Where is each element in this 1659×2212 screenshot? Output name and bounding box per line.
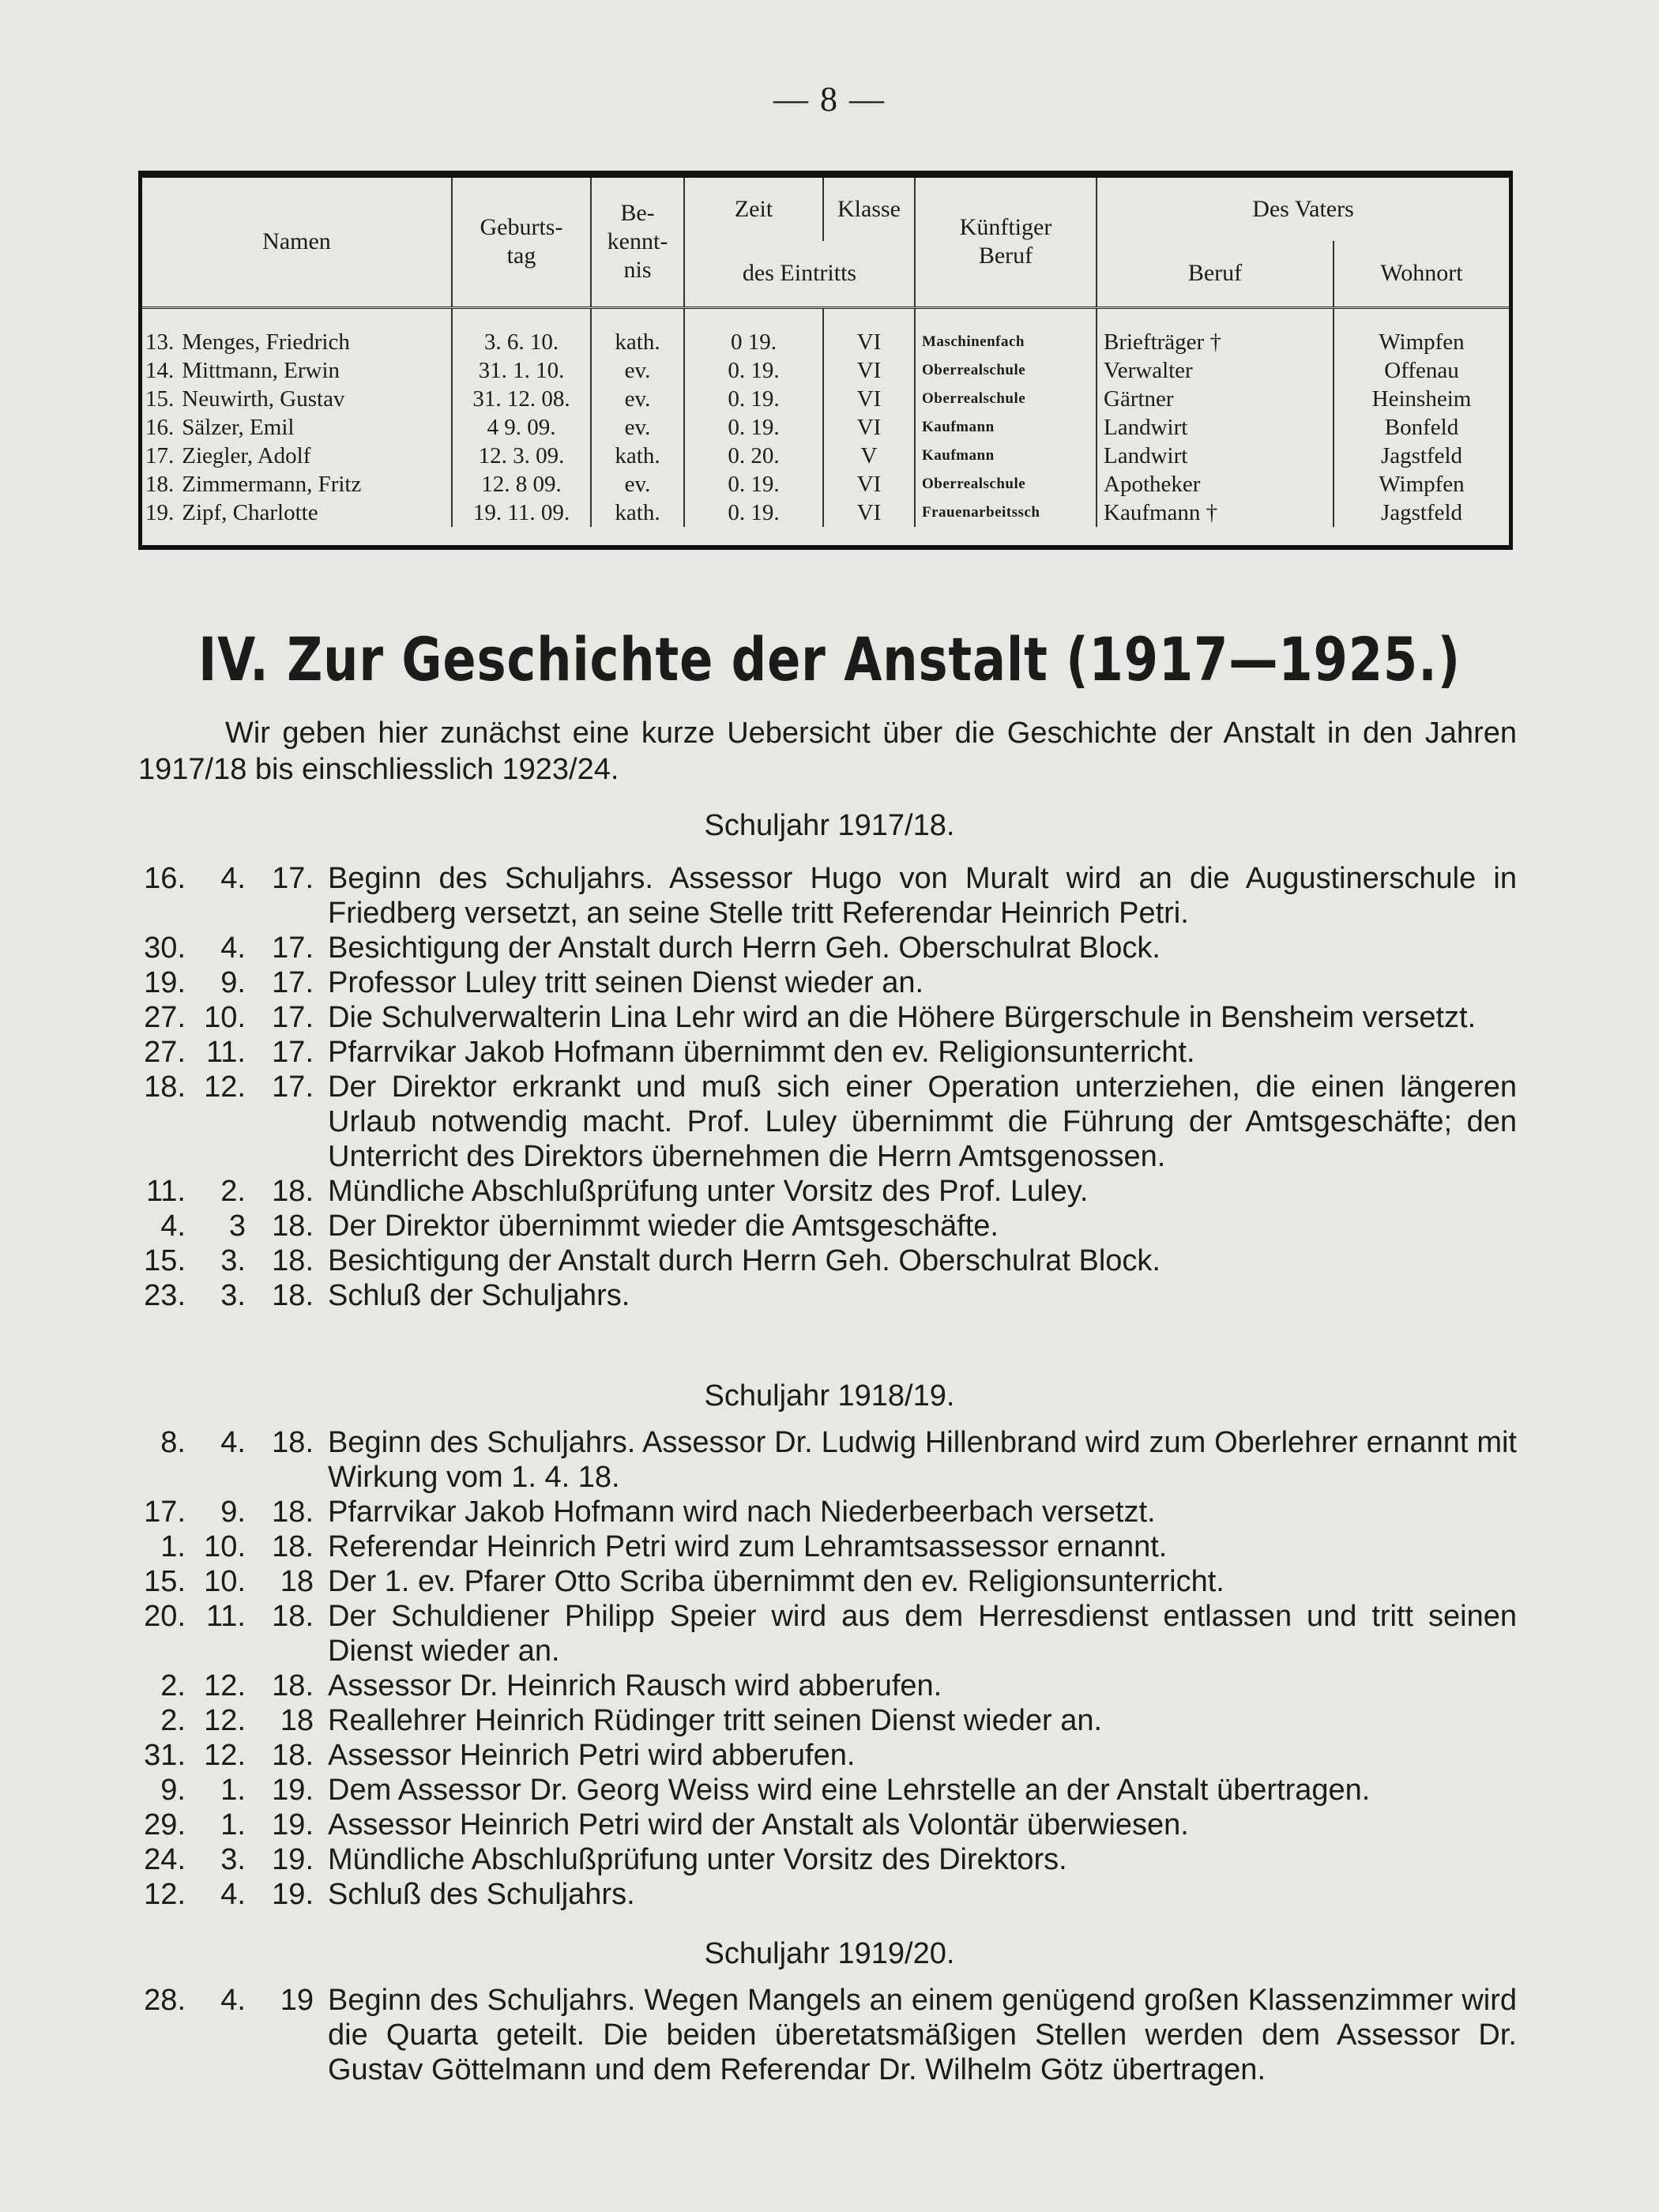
list-item (138, 1668, 1517, 1703)
entry-date (138, 1209, 328, 1243)
date-part: 4. (220, 1878, 246, 1911)
date-part: 9. (220, 1495, 246, 1529)
cell-birth: 12. 8 09. (452, 470, 591, 498)
cell-conf: kath. (591, 498, 684, 527)
date-part: 4. (220, 1426, 246, 1459)
intro-text: Wir geben hier zunächst eine kurze Uebersicht über die Geschichte der Anstalt in den Jahren 1917/18 bis einschliesslich 1923/24. (138, 717, 1517, 786)
cell-no-name (142, 385, 452, 413)
entry-date (138, 1243, 328, 1278)
student-name: Mittmann, Erwin (182, 357, 340, 383)
entry-date (138, 1000, 328, 1035)
date-part: 30. (144, 931, 186, 965)
entry-date (138, 1278, 328, 1313)
cell-future: Frauenarbeitssch (915, 498, 1097, 527)
cell-cls: VI (823, 470, 915, 498)
entry-date (138, 1425, 328, 1495)
intro-paragraph (138, 715, 1517, 788)
col-name: Namen (142, 176, 452, 307)
date-part: 11. (145, 1175, 186, 1208)
col-confession-line1: Be- (620, 200, 655, 227)
list-item (138, 1243, 1517, 1278)
cell-conf: ev. (591, 385, 684, 413)
cell-home: Offenau (1384, 357, 1459, 383)
entry-list (138, 1425, 1517, 1912)
date-part: 19. (272, 1843, 314, 1876)
date-part: 27. (144, 1001, 186, 1034)
list-item (138, 1278, 1517, 1313)
date-part: 12. (204, 1070, 246, 1104)
list-item (138, 1495, 1517, 1529)
list-item (138, 1808, 1517, 1842)
date-part: 4. (160, 1209, 186, 1243)
cell-no-name (142, 356, 452, 385)
cell-job: Apotheker (1097, 470, 1334, 498)
cell-cls: VI (823, 356, 915, 385)
list-item (138, 965, 1517, 1000)
table-row (142, 442, 1509, 470)
date-part: 4. (220, 862, 246, 895)
date-part: 18. (272, 1495, 314, 1529)
date-part: 15. (144, 1565, 186, 1598)
cell-home: Jagstfeld (1380, 442, 1463, 468)
entry-text: Mündliche Abschlußprüfung unter Vorsitz des Prof. Luley. (328, 1175, 1089, 1208)
entry-date (138, 1703, 328, 1738)
list-item (138, 1703, 1517, 1738)
entry-text: Reallehrer Heinrich Rüdinger tritt seinen Dienst wieder an. (328, 1704, 1103, 1737)
entry-date (138, 1599, 328, 1668)
date-part: 11. (205, 1600, 246, 1633)
entry-date (138, 1529, 328, 1564)
col-class: Klasse (823, 176, 915, 241)
date-part: 1. (160, 1530, 186, 1563)
date-part: 3. (220, 1279, 246, 1312)
cell-home: Heinsheim (1371, 386, 1472, 412)
cell-job: Kaufmann † (1097, 498, 1334, 527)
entry-text: Professor Luley tritt seinen Dienst wieder an. (328, 966, 924, 999)
cell-time: 0. 19. (684, 413, 823, 442)
date-part: 18. (272, 1175, 314, 1208)
date-part: 10. (204, 1565, 246, 1598)
cell-home: Wimpfen (1379, 471, 1465, 497)
table-row (142, 307, 1509, 356)
date-part: 27. (144, 1036, 186, 1069)
cell-no-name (142, 307, 452, 356)
list-item (138, 1070, 1517, 1174)
entry-text: Der 1. ev. Pfarer Otto Scriba übernimmt den ev. Religionsunterricht. (328, 1565, 1224, 1598)
cell-time: 0. 19. (684, 470, 823, 498)
list-item (138, 1035, 1517, 1070)
row-number: 19. (145, 499, 175, 525)
date-part: 17. (272, 862, 314, 895)
entry-text: Schluß des Schuljahrs. (328, 1878, 635, 1911)
list-item (138, 1877, 1517, 1912)
entry-text: Der Direktor übernimmt wieder die Amtsgeschäfte. (328, 1209, 999, 1243)
entry-date (138, 1495, 328, 1529)
row-number: 16. (145, 414, 175, 440)
date-part: 17. (144, 1495, 186, 1529)
cell-job: Verwalter (1097, 356, 1334, 385)
list-item (138, 1599, 1517, 1668)
entry-date (138, 1983, 328, 2087)
list-item (138, 861, 1517, 931)
list-item (138, 1000, 1517, 1035)
student-name: Neuwirth, Gustav (182, 386, 345, 412)
col-entry-span: des Eintritts (684, 241, 915, 307)
date-part: 3 (228, 1209, 246, 1243)
section-title: IV. Zur Geschichte der Anstalt (1917—1925.) (198, 624, 1461, 694)
row-number: 13. (145, 329, 175, 355)
cell-time: 0. 20. (684, 442, 823, 470)
date-part: 29. (144, 1808, 186, 1841)
table-header (142, 176, 1509, 307)
cell-future: Oberrealschule (915, 356, 1097, 385)
list-item (138, 1564, 1517, 1599)
col-confession-line3: nis (623, 257, 652, 284)
cell-conf: ev. (591, 470, 684, 498)
entry-date (138, 1773, 328, 1808)
entry-date (138, 1808, 328, 1842)
date-part: 3. (220, 1244, 246, 1277)
cell-birth: 31. 1. 10. (452, 356, 591, 385)
entry-text: Assessor Heinrich Petri wird der Anstalt als Volontär überwiesen. (328, 1808, 1189, 1841)
cell-birth: 3. 6. 10. (452, 307, 591, 356)
year-heading: Schuljahr 1919/20. (704, 1937, 955, 1970)
date-part: 20. (144, 1600, 186, 1633)
list-item (138, 1529, 1517, 1564)
date-part: 17. (272, 966, 314, 999)
entry-text: Besichtigung der Anstalt durch Herrn Geh. Oberschulrat Block. (328, 1244, 1161, 1277)
cell-future: Oberrealschule (915, 385, 1097, 413)
cell-no-name (142, 470, 452, 498)
entry-date (138, 965, 328, 1000)
date-part: 28. (144, 1984, 186, 2017)
cell-time: 0. 19. (684, 356, 823, 385)
table-row (142, 413, 1509, 442)
cell-job: Gärtner (1097, 385, 1334, 413)
cell-time: 0. 19. (684, 498, 823, 527)
date-part: 10. (204, 1530, 246, 1563)
cell-cls: VI (823, 385, 915, 413)
student-name: Zipf, Charlotte (182, 499, 318, 525)
cell-cls: V (823, 442, 915, 470)
col-father-home: Wohnort (1380, 260, 1463, 287)
date-part: 31. (144, 1739, 186, 1772)
col-confession (591, 176, 684, 307)
entry-text: Die Schulverwalterin Lina Lehr wird an die Höhere Bürgerschule in Bensheim versetzt. (328, 1001, 1477, 1034)
list-item (138, 1209, 1517, 1243)
date-part: 23. (144, 1279, 186, 1312)
date-part: 9. (220, 966, 246, 999)
cell-conf: ev. (591, 413, 684, 442)
list-item (138, 1842, 1517, 1877)
date-part: 18. (272, 1426, 314, 1459)
cell-no-name (142, 498, 452, 527)
row-number: 14. (145, 357, 175, 383)
cell-job: Landwirt (1097, 442, 1334, 470)
entry-date (138, 931, 328, 965)
date-part: 2. (160, 1704, 186, 1737)
entry-text: Referendar Heinrich Petri wird zum Lehramtsassessor ernannt. (328, 1530, 1168, 1563)
entry-list (138, 1983, 1517, 2087)
col-future-line1: Künftiger (959, 214, 1052, 241)
page-number: — 8 — (773, 80, 886, 118)
date-part: 15. (144, 1244, 186, 1277)
col-birthday-line2: tag (506, 243, 536, 269)
list-item (138, 931, 1517, 965)
date-part: 18. (272, 1244, 314, 1277)
date-part: 17. (272, 1036, 314, 1069)
date-part: 8. (160, 1426, 186, 1459)
col-confession-line2: kennt- (607, 228, 668, 255)
list-item (138, 1174, 1517, 1209)
entry-text: Beginn des Schuljahrs. Assessor Hugo von Muralt wird an die Augustinerschule in Friedberg versetzt, an seine Stelle tritt Referendar Heinrich Petri. (328, 862, 1517, 930)
date-part: 1. (220, 1808, 246, 1841)
table-row (142, 470, 1509, 498)
entry-list (138, 861, 1517, 1313)
cell-job: Briefträger † (1097, 307, 1334, 356)
date-part: 12. (204, 1669, 246, 1702)
entry-date (138, 1174, 328, 1209)
date-part: 17. (272, 1001, 314, 1034)
date-part: 17. (272, 931, 314, 965)
date-part: 24. (144, 1843, 186, 1876)
entry-text: Mündliche Abschlußprüfung unter Vorsitz des Direktors. (328, 1843, 1067, 1876)
entry-date (138, 861, 328, 931)
date-part: 18. (272, 1279, 314, 1312)
col-future-line2: Beruf (978, 243, 1033, 269)
year-heading: Schuljahr 1917/18. (704, 809, 955, 842)
cell-cls: VI (823, 498, 915, 527)
date-part: 19. (272, 1878, 314, 1911)
cell-time: 0 19. (684, 307, 823, 356)
student-name: Sälzer, Emil (182, 414, 295, 440)
date-part: 10. (204, 1001, 246, 1034)
col-father-job: Beruf (1097, 241, 1334, 307)
date-part: 12. (144, 1878, 186, 1911)
cell-cls: VI (823, 307, 915, 356)
date-part: 1. (220, 1774, 246, 1807)
table-row (142, 498, 1509, 527)
date-part: 2. (160, 1669, 186, 1702)
date-part: 19. (272, 1774, 314, 1807)
entry-text: Beginn des Schuljahrs. Assessor Dr. Ludwig Hillenbrand wird zum Oberlehrer ernannt mit Wirkung vom 1. 4. 18. (328, 1426, 1517, 1494)
cell-future: Oberrealschule (915, 470, 1097, 498)
student-name: Menges, Friedrich (182, 329, 350, 355)
entry-date (138, 1070, 328, 1174)
entry-text: Besichtigung der Anstalt durch Herrn Geh. Oberschulrat Block. (328, 931, 1161, 965)
entry-text: Schluß der Schuljahrs. (328, 1279, 630, 1312)
cell-home: Bonfeld (1384, 414, 1459, 440)
date-part: 17. (272, 1070, 314, 1104)
student-name: Zimmermann, Fritz (182, 471, 362, 497)
cell-home: Wimpfen (1379, 329, 1465, 355)
table-row (142, 385, 1509, 413)
student-table (138, 171, 1513, 550)
date-part: 18. (272, 1209, 314, 1243)
col-future (915, 176, 1097, 307)
entry-text: Pfarrvikar Jakob Hofmann übernimmt den ev. Religionsunterricht. (328, 1036, 1195, 1069)
date-part: 19. (144, 966, 186, 999)
date-part: 9. (160, 1774, 186, 1807)
row-number: 15. (145, 386, 175, 412)
list-item (138, 1773, 1517, 1808)
entry-date (138, 1564, 328, 1599)
date-part: 18 (280, 1565, 314, 1598)
date-part: 4. (220, 931, 246, 965)
entry-text: Dem Assessor Dr. Georg Weiss wird eine Lehrstelle an der Anstalt übertragen. (328, 1774, 1371, 1807)
date-part: 19 (280, 1984, 314, 2017)
cell-time: 0. 19. (684, 385, 823, 413)
cell-conf: ev. (591, 356, 684, 385)
date-part: 16. (144, 862, 186, 895)
cell-future: Maschinenfach (915, 307, 1097, 356)
cell-no-name (142, 413, 452, 442)
entry-date (138, 1877, 328, 1912)
col-time: Zeit (684, 176, 823, 241)
cell-home: Jagstfeld (1380, 499, 1463, 525)
row-number: 18. (145, 471, 175, 497)
entry-date (138, 1738, 328, 1773)
table-row (142, 356, 1509, 385)
date-part: 4. (220, 1984, 246, 2017)
entry-text: Pfarrvikar Jakob Hofmann wird nach Niederbeerbach versetzt. (328, 1495, 1156, 1529)
entry-date (138, 1842, 328, 1877)
entry-date (138, 1035, 328, 1070)
col-birthday-line1: Geburts- (480, 214, 563, 241)
list-item (138, 1425, 1517, 1495)
date-part: 11. (205, 1036, 246, 1069)
entry-text: Der Schuldiener Philipp Speier wird aus dem Herresdienst entlassen und tritt seinen Dienst wieder an. (328, 1600, 1517, 1668)
col-birthday (452, 176, 591, 307)
date-part: 12. (204, 1704, 246, 1737)
date-part: 18. (272, 1669, 314, 1702)
entry-text: Assessor Dr. Heinrich Rausch wird abberufen. (328, 1669, 942, 1702)
cell-no-name (142, 442, 452, 470)
date-part: 18. (272, 1600, 314, 1633)
date-part: 18. (144, 1070, 186, 1104)
list-item (138, 1738, 1517, 1773)
entry-text: Der Direktor erkrankt und muß sich einer Operation unterziehen, die einen längeren Urlaub notwendig macht. Prof. Luley übernimmt die Führung der Amtsgeschäfte; den Unterricht des Direktors übernehmen die Herrn Amtsgenossen. (328, 1070, 1517, 1173)
year-heading: Schuljahr 1918/19. (704, 1379, 955, 1413)
cell-job: Landwirt (1097, 413, 1334, 442)
cell-birth: 4 9. 09. (452, 413, 591, 442)
student-name: Ziegler, Adolf (182, 442, 311, 468)
cell-cls: VI (823, 413, 915, 442)
date-part: 18 (280, 1704, 314, 1737)
cell-birth: 31. 12. 08. (452, 385, 591, 413)
list-item (138, 1983, 1517, 2087)
cell-birth: 12. 3. 09. (452, 442, 591, 470)
cell-conf: kath. (591, 307, 684, 356)
cell-future: Kaufmann (915, 442, 1097, 470)
date-part: 18. (272, 1739, 314, 1772)
date-part: 3. (220, 1843, 246, 1876)
entry-text: Assessor Heinrich Petri wird abberufen. (328, 1739, 856, 1772)
cell-future: Kaufmann (915, 413, 1097, 442)
cell-conf: kath. (591, 442, 684, 470)
date-part: 18. (272, 1530, 314, 1563)
date-part: 19. (272, 1808, 314, 1841)
date-part: 2. (220, 1175, 246, 1208)
entry-text: Beginn des Schuljahrs. Wegen Mangels an einem genügend großen Klassenzimmer wird die Quarta geteilt. Die beiden überetatsmäßigen Stellen werden dem Assessor Dr. Gustav Göttelmann und dem Referendar Dr. Wilhelm Götz übertragen. (328, 1984, 1517, 2086)
entry-date (138, 1668, 328, 1703)
cell-birth: 19. 11. 09. (452, 498, 591, 527)
row-number: 17. (145, 442, 175, 468)
col-father: Des Vaters (1097, 176, 1509, 241)
date-part: 12. (204, 1739, 246, 1772)
